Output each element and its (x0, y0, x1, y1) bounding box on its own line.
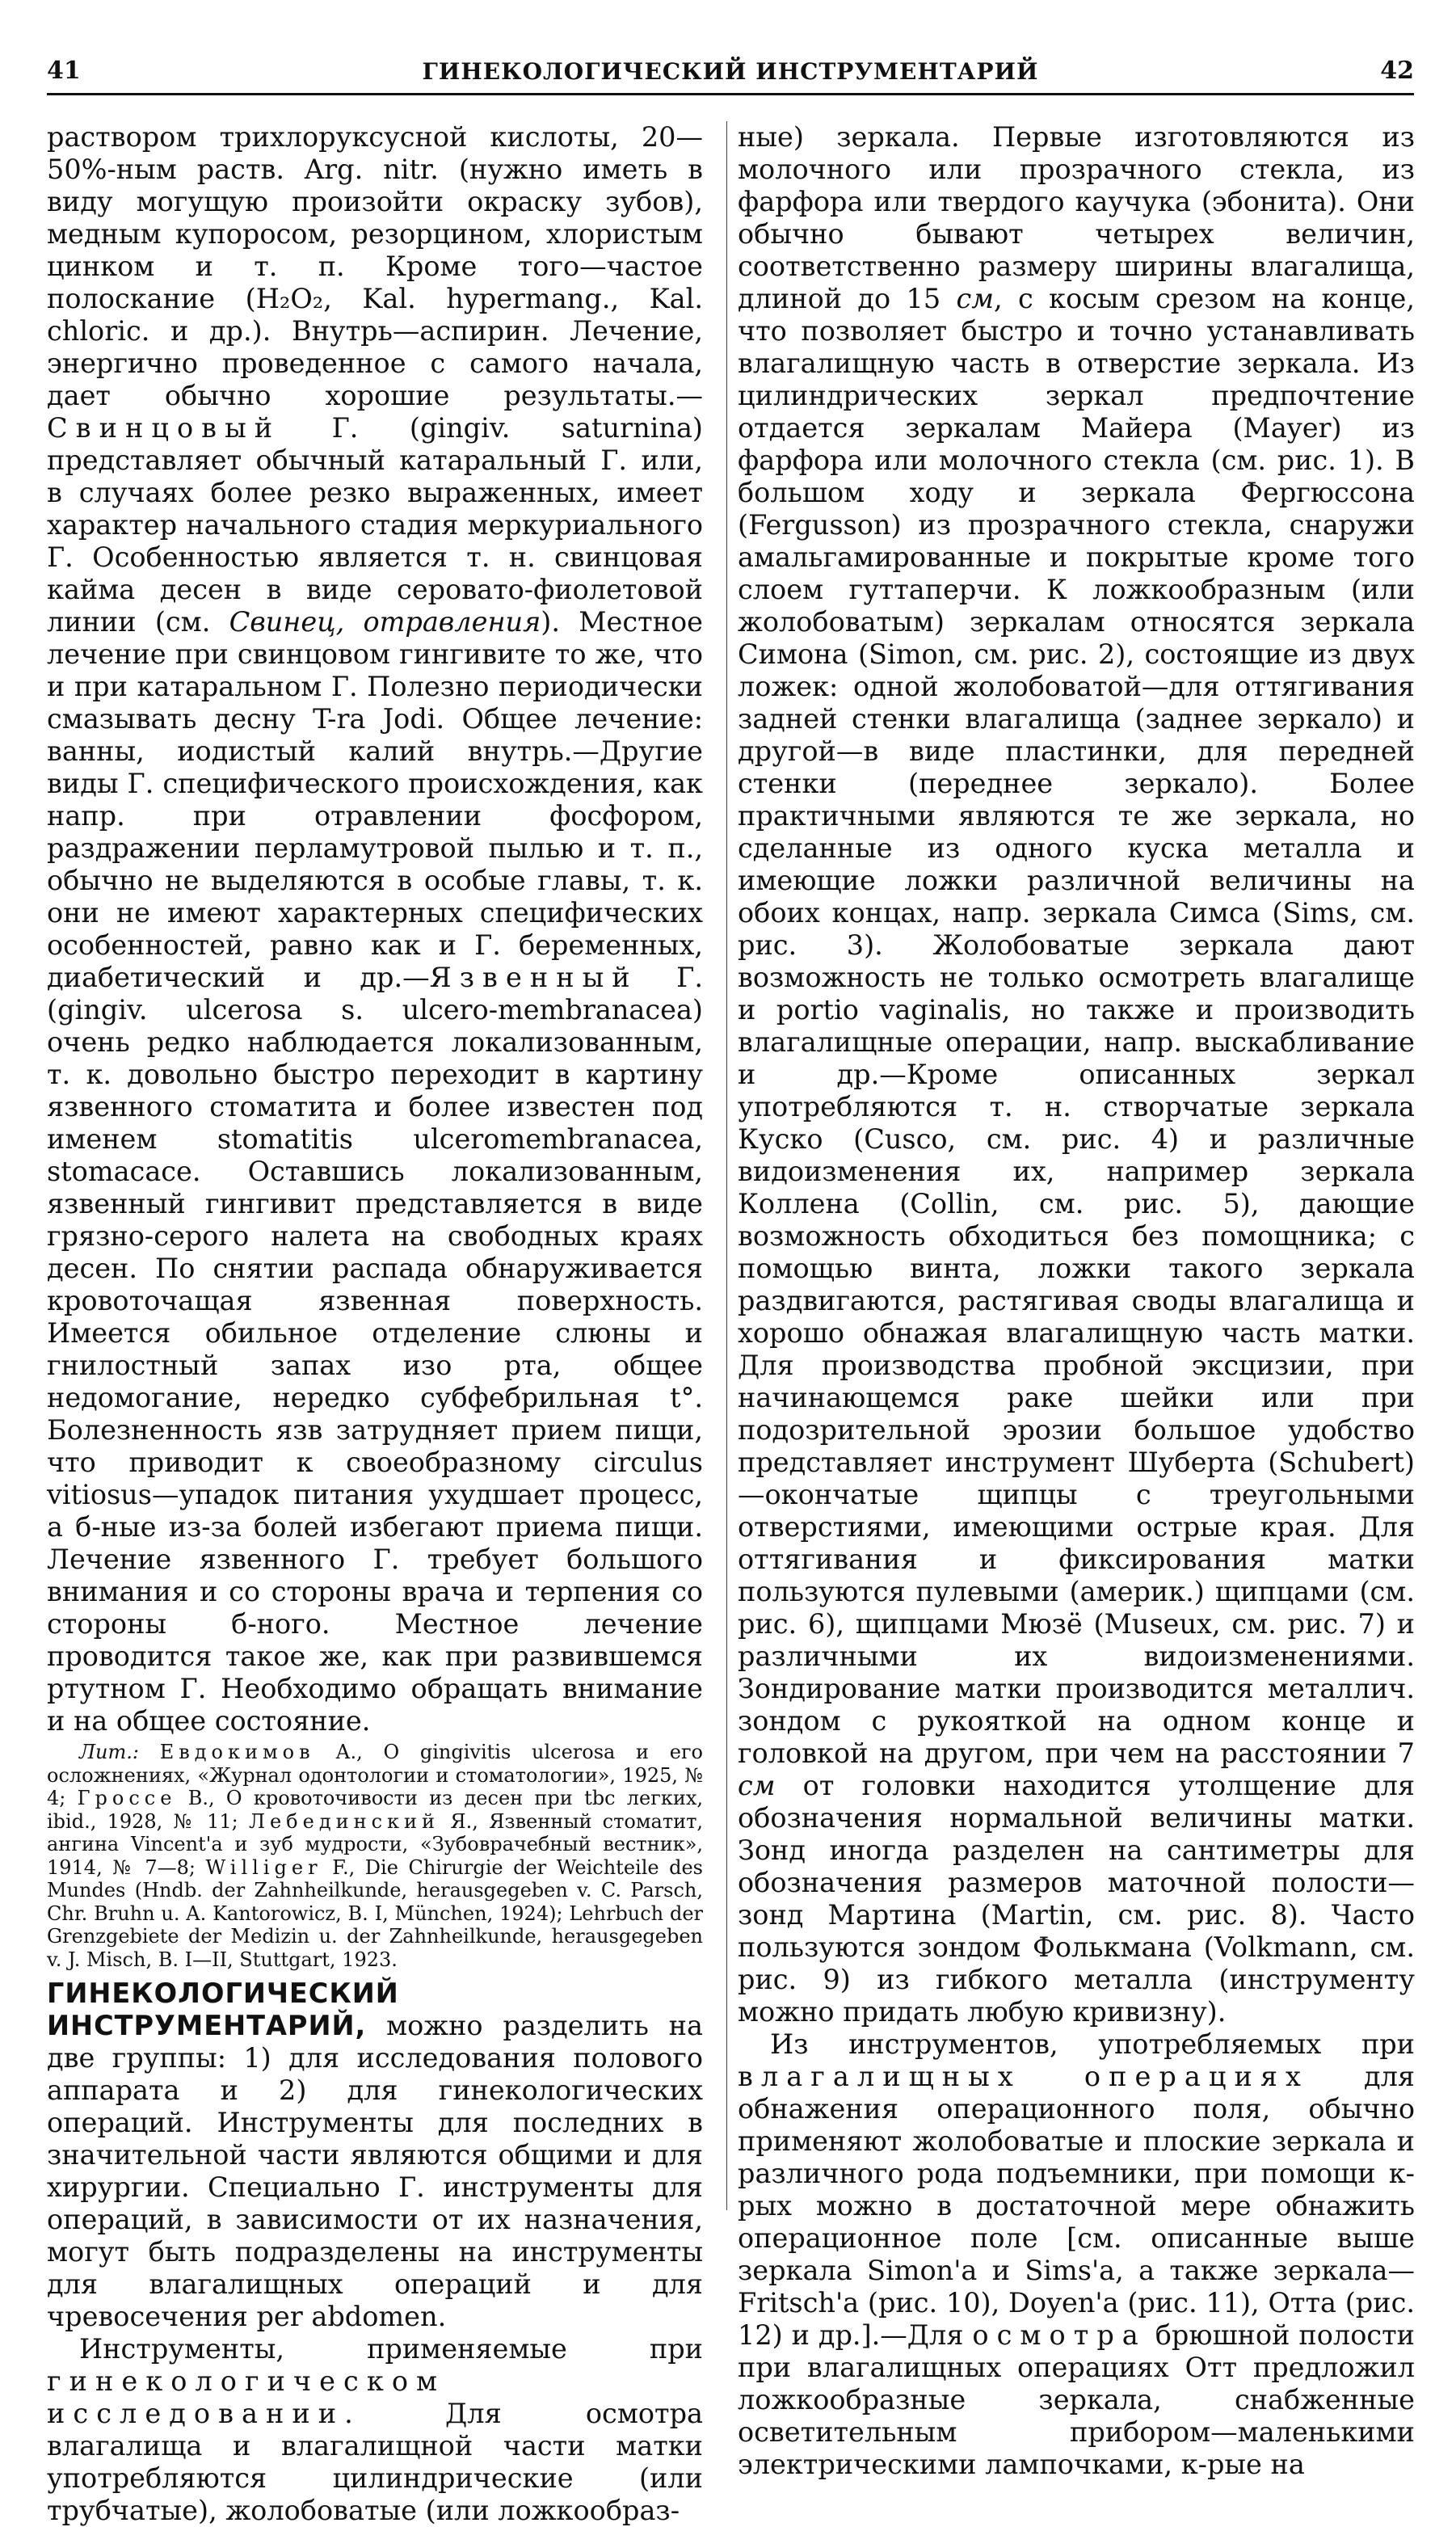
literature-label: Лит.: (79, 1741, 139, 1763)
vaginal-operations-paragraph (738, 2028, 1415, 2481)
term-spaced: влагалищных операциях (738, 2061, 1309, 2092)
author-name: Williger (205, 1855, 322, 1879)
header-rule (47, 93, 1414, 95)
term-spaced: гинекологическом исследовании. (47, 2365, 446, 2429)
citation: F., Die Chirurgie der Weichteile des Mundes (Hndb. der Zahnheilkunde, herausgegeben v. C. Parsch, Chr. Bruhn u. A. Kantorowicz, B. I, München, 1924); Lehrbuch der Grenzgebiete der Medizin u. der Zahnheilkunde, herausgegeben v. J. Misch, B. I—II, Stuttgart, 1923. (47, 1855, 703, 1971)
citation: В., О кровоточивости из десен при tbc легких, ibid., 1928, № 11; (47, 1787, 703, 1833)
page-header (47, 57, 1414, 89)
left-column (47, 121, 703, 2527)
article-heading: ГИНЕКОЛОГИЧЕСКИЙ ИНСТРУМЕНТАРИЙ, (47, 1977, 399, 2041)
text-run: раствором трихлоруксусной кислоты, 20—50%-ным раств. Arg. nitr. (нужно иметь в виду могущую произойти окраску зубов), медным купоросом, резорцином, хлористым цинком и т. п. Кроме того—частое полоскание (H₂O₂, Kal. hypermang., Kal. chloric. и др.). Внутрь—аспирин. Лечение, энергично проведенное с самого начала, дает обычно хорошие результаты.— (47, 121, 703, 411)
right-column (738, 121, 1415, 2481)
unit-cm: см (956, 283, 995, 314)
text-run: Инструменты, применяемые при (79, 2333, 703, 2365)
speculum-paragraph (738, 121, 1415, 2028)
author-name: Лебединский (248, 1809, 440, 1833)
term-spaced: осмотра (972, 2319, 1147, 2351)
page-number-left: 41 (47, 57, 81, 85)
text-run: Г. (gingiv. ulcerosa s. ulcero-membranacea) очень редко наблюдается локализованным, т. к. довольно быстро переходит в картину язвенного стоматита и более известен под именем stomatitis ulceromembranacea, stomacace. Оставшись локализованным, язвенный гингивит представляется в виде грязно-серого налета на свободных краях десен. По снятии распада обнаруживается кровоточащая язвенная поверхность. Имеется обильное отделение слюны и гнилостный запах изо рта, общее недомогание, нередко субфебрильная t°. Болезненность язв затрудняет прием пищи, что приводит к своеобразному circulus vitiosus—упадок питания ухудшает процесс, а б-ные из-за болей избегают приема пищи. Лечение язвенного Г. требует большого внимания и со стороны врача и терпения со стороны б-ного. Местное лечение проводится такое же, как при развившемся ртутном Г. Необходимо обращать внимание и на общее состояние. (47, 962, 703, 1737)
text-run: Для осмотра влагалища и влагалищной части матки употребляются цилиндрические (или трубчатые), жолобоватые (или ложкообраз- (47, 2398, 703, 2526)
text-run: ). Местное лечение при свинцовом гингивите то же, что и при катаральном Г. Полезно периодически смазывать десну T-ra Jodi. Общее лечение: ванны, иодистый калий внутрь.—Другие виды Г. специфического происхождения, как напр. при отравлении фосфором, раздражении перламутровой пылью и т. п., обычно не выделяются в особые главы, т. к. они не имеют характерных специфических особенностей, равно как и Г. беременных, диабетический и др.— (47, 606, 703, 993)
text-run: можно разделить на две группы: 1) для исследования полового аппарата и 2) для гинекологических операций. Инструменты для последних в значительной части являются общими и для хирургии. Специально Г. инструменты для операций, в зависимости от их назначения, могут быть подразделены на инструменты для влагалищных операций и для чревосечения per abdomen. (47, 2010, 703, 2332)
term-spaced: Язвенный (429, 962, 638, 993)
author-name: Гроссе (77, 1787, 177, 1809)
examination-paragraph (47, 2333, 703, 2527)
text-run: Из инструментов, употребляемых при (770, 2028, 1415, 2060)
page-number-right: 42 (1380, 57, 1414, 85)
text-run: брюшной полости при влагалищных операциях Отт предложил ложкообразные зеркала, снабженные осветительным прибором—маленькими электрическими лампочками, к-рые на (738, 2319, 1415, 2480)
citation: Я., Язвенный стоматит, ангина Vincent'a и зуб мудрости, «Зубоврачебный вестник», 1914, № 7—8; (47, 1809, 703, 1879)
text-run: для обнажения операционного поля, обычно применяют жолобоватые и плоские зеркала и различного рода подъемники, при помощи к-рых можно в достаточной мере обнажить операционное поле [см. описанные выше зеркала Simon'a и Sims'a, а также зеркала—Fritsch'a (рис. 10), Doyen'a (рис. 11), Отта (рис. 12) и др.].—Для (738, 2061, 1415, 2351)
unit-cm: см (738, 1770, 776, 1801)
citation: А., О gingivitis ulcerosa и его осложнениях, «Журнал одонтологии и стоматологии», 1925, № 4; (47, 1741, 703, 1809)
gingivitis-paragraph (47, 121, 703, 1737)
term-spaced: Свинцовый (47, 412, 281, 444)
author-name: Евдокимов (159, 1741, 315, 1763)
text-run: Г. (gingiv. saturnina) представляет обычный катаральный Г. или, в случаях более резко выраженных, имеет характер начального стадия меркуриального Г. Особенностью является т. н. свинцовая кайма десен в виде серовато-фиолетовой линии (см. (47, 412, 703, 638)
text-run: от головки находится утолщение для обозначения нормальной величины матки. Зонд иногда разделен на сантиметры для обозначения размеров маточной полости—зонд Мартина (Martin, см. рис. 8). Часто пользуются зондом Фолькмана (Volkmann, см. рис. 9) из гибкого металла (инструменту можно придать любую кривизну). (738, 1770, 1415, 2028)
article-intro-paragraph (47, 1977, 703, 2333)
cross-reference: Свинец, отравления (229, 606, 541, 638)
column-divider (726, 121, 727, 2210)
text-run: ные) зеркала. Первые изготовляются из молочного или прозрачного стекла, из фарфора или твердого каучука (эбонита). Они обычно бывают четырех величин, соответственно размеру ширины влагалища, длиной до 15 (738, 121, 1415, 314)
text-run: , с косым срезом на конце, что позволяет быстро и точно устанавливать влагалищную часть в отверстие зеркала. Из цилиндрических зеркал предпочтение отдается зеркалам Майера (Mayer) из фарфора или молочного стекла (см. рис. 1). В большом ходу и зеркала Фергюссона (Fergusson) из прозрачного стекла, снаружи амальгамированные и покрытые кроме того слоем гуттаперчи. К ложкообразным (или жолобоватым) зеркалам относятся зеркала Симона (Simon, см. рис. 2), состоящие из двух ложек: одной жолобоватой—для оттягивания задней стенки влагалища (заднее зеркало) и другой—в виде пластинки, для передней стенки (переднее зеркало). Более практичными являются те же зеркала, но сделанные из одного куска металла и имеющие ложки различной величины на обоих концах, напр. зеркала Симса (Sims, см. рис. 3). Жолобоватые зеркала дают возможность не только осмотреть влагалище и portio vaginalis, но также и производить влагалищные операции, напр. выскабливание и др.—Кроме описанных зеркал употребляются т. н. створчатые зеркала Куско (Cusco, см. рис. 4) и различные видоизменения их, например зеркала Коллена (Collin, см. рис. 5), дающие возможность обходиться без помощника; с помощью винта, ложки такого зеркала раздвигаются, растягивая своды влагалища и хорошо обнажая влагалищную часть матки. Для производства пробной эксцизии, при начинающемся раке шейки или при подозрительной эрозии большое удобство представляет инструмент Шуберта (Schubert)—окончатые щипцы с треугольными отверстиями, имеющими острые края. Для оттягивания и фиксирования матки пользуются пулевыми (америк.) щипцами (см. рис. 6), щипцами Мюзё (Museux, см. рис. 7) и различными их видоизменениями. Зондирование матки производится металлич. зондом с рукояткой на одном конце и головкой на другом, при чем на расстоянии 7 (738, 283, 1415, 1769)
running-title: ГИНЕКОЛОГИЧЕСКИЙ ИНСТРУМЕНТАРИЙ (422, 58, 1039, 85)
literature-block (47, 1741, 703, 1971)
